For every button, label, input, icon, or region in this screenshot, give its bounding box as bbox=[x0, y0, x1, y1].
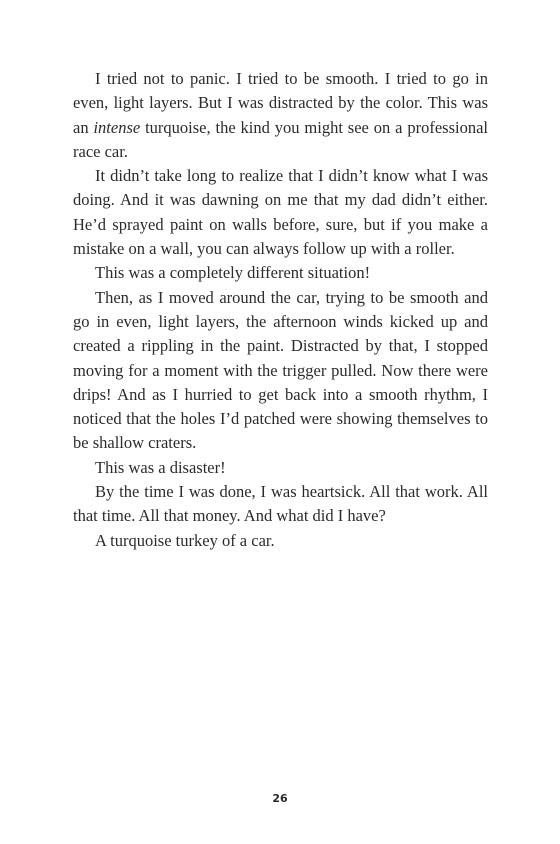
paragraph-5: This was a disaster! bbox=[95, 457, 226, 477]
emphasis-intense: intense bbox=[93, 117, 141, 137]
paragraph-1 bbox=[73, 67, 488, 164]
paragraph-6: By the time I was done, I was heartsick. All that work. All that time. All that money. And what did I have? bbox=[73, 482, 488, 526]
paragraph-4: Then, as I moved around the car, trying to be smooth and go in even, light layers, the afternoon winds kicked up and created a rippling in the paint. Distracted by that, I stopped moving for a moment with the trigger pulled. Now there were drips! And as I hurried to get back into a smooth rhythm, I noticed that the holes I’d patched were showing themselves to be shallow craters. bbox=[73, 287, 488, 453]
page-number: 26 bbox=[272, 792, 288, 805]
paragraph-2: It didn’t take long to realize that I didn’t know what I was doing. And it was dawning on me that my dad didn’t either. He’d sprayed paint on walls before, sure, but if you make a mistake on a wall, you can always follow up with a roller. bbox=[73, 166, 488, 259]
paragraph-1-text-after: turquoise, the kind you might see on a professional race car. bbox=[73, 117, 488, 161]
paragraph-7: A turquoise turkey of a car. bbox=[95, 530, 275, 550]
page-body bbox=[73, 67, 488, 553]
paragraph-3: This was a completely different situation! bbox=[95, 263, 371, 283]
paragraph-1-text-before: I tried not to panic. I tried to be smooth. I tried to go in even, light layers. But I was distracted by the color. This was an bbox=[73, 69, 488, 137]
